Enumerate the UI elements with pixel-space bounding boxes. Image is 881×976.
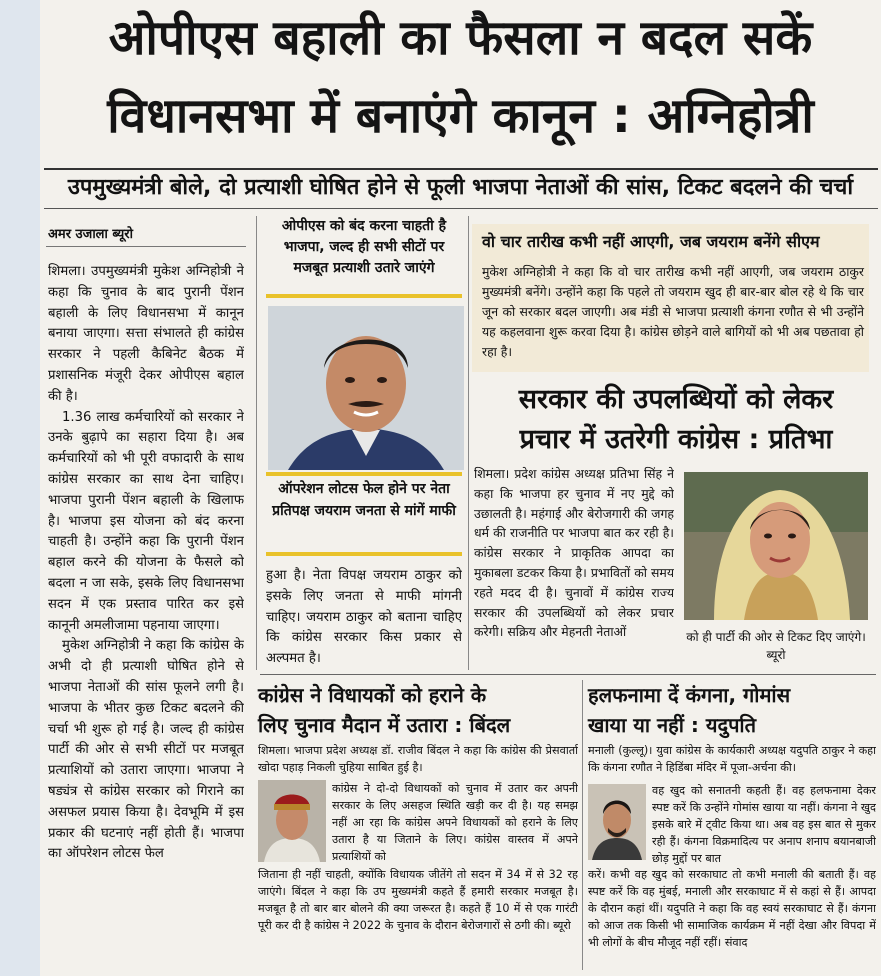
- byline-rule: [46, 246, 246, 247]
- pull-quote-top-bar: [266, 294, 462, 298]
- bindal-text-bottom: जिताना ही नहीं चाहती, क्योंकि विधायक जीतेंगे तो सदन में 34 में से 32 रह जाएंगे। बिंदल ने कहा कि उप मुख्यमंत्री कहते हैं हमारी सरकार मजबूत है। मजबूत है तो बार बार बोलने की क्या जरूरत है। कहते हैं 10 में से एक गारंटी पूरी कर दी है कांग्रेस ने 2022 के चुनाव के दौरान बेरोजगारों से ठगी की। ब्यूरो: [258, 868, 578, 932]
- agnihotri-photo: [268, 306, 464, 470]
- subheadline: उपमुख्यमंत्री बोले, दो प्रत्याशी घोषित होने से फूली भाजपा नेताओं की सांस, टिकट बदलने की चर्चा: [67, 175, 854, 200]
- lower-section-rule: [260, 674, 876, 675]
- main-paragraph-2: 1.36 लाख कर्मचारियों को सरकार ने उनके बुढ़ापे का सहारा दिया है। अब कर्मचारियों को भी पूरी वफादारी के साथ कांग्रेस सरकार का साथ देना चाहिए। भाजपा पुरानी पेंशन बहाली के खिलाफ है। भाजपा इस योजना को बंद करना चाहती है। उन्होंने कहा कि पुरानी पेंशन बहाल करने की योजना के फैसले को बदला न जा सके, इसके लिए विधानसभा सदन में एक प्रस्ताव पारित कर इसे कानूनी अमलीजामा पहनाया जाएगा।: [48, 409, 244, 633]
- headline-line-1: ओपीएस बहाली का फैसला न बदल सकें: [108, 10, 813, 66]
- pull-quote-bottom-bar: [266, 552, 462, 556]
- column-divider-1: [256, 216, 257, 670]
- bindal-headline-line-2: लिए चुनाव मैदान में उतारा : बिंदल: [258, 713, 511, 737]
- pratibha-headline-line-1: सरकार की उपलब्धियों को लेकर: [518, 384, 834, 415]
- kangana-text-side: वह खुद को सनातनी कहती हैं। वह हलफनामा देकर स्पष्ट करें कि उन्होंने गोमांस खाया या नहीं। कंगना ने खुद इसके बारे में ट्वीट किया था। अब वह इस बात से मुकर रही हैं। कंगना विक्रमादित्य पर अनाप शनाप बयानबाजी छोड़ मुद्दों पर बात: [652, 784, 876, 865]
- headline-divider: [44, 168, 878, 170]
- pratibha-photo: [684, 472, 868, 620]
- column-divider-3: [582, 680, 583, 970]
- pratibha-story-text: शिमला। प्रदेश कांग्रेस अध्यक्ष प्रतिभा सिंह ने कहा कि भाजपा हर चुनाव में नए मुद्दे को उछालती है। महंगाई और बेरोजगारी की जगह धर्म की राजनीति पर भाजपा बात कर रही है। कांग्रेस सरकार ने प्राकृतिक आपदा का मुकाबला डटकर किया है। प्रभावितों को समय रहते मदद दी है। चुनावों में कांग्रेस राज्य सरकार की उपलब्धियों को लेकर प्रचार करेगी। सक्रिय और मेहनती नेताओं: [474, 466, 674, 640]
- box-story-title: वो चार तारीख कभी नहीं आएगी, जब जयराम बनेंगे सीएम: [482, 232, 820, 251]
- bindal-headline-line-1: कांग्रेस ने विधायकों को हराने के: [258, 683, 487, 707]
- yadupati-photo: [588, 784, 646, 860]
- bindal-text-top: शिमला। भाजपा प्रदेश अध्यक्ष डॉ. राजीव बिंदल ने कहा कि कांग्रेस की प्रेसवार्ता खोदा पहाड़ निकली चुहिया साबित हुई है।: [258, 744, 578, 774]
- main-story-body: [48, 262, 244, 974]
- bindal-photo: [258, 780, 326, 862]
- subheadline-divider: [44, 208, 878, 209]
- kangana-text-top: मनाली (कुल्लू)। युवा कांग्रेस के कार्यकारी अध्यक्ष यदुपति ठाकुर ने कहा कि कंगना रणौत ने हिडिंबा मंदिर में पूजा-अर्चना की।: [588, 744, 876, 774]
- main-paragraph-1: शिमला। उपमुख्यमंत्री मुकेश अग्निहोत्री ने कहा कि चुनाव के बाद पुरानी पेंशन बहाली के लिए विधानसभा में कानून बनाया जाएगा। सत्ता संभालते ही कांग्रेस सरकार ने पहली कैबिनेट बैठक में प्रशासनिक मंजूरी देकर ओपीएस बहाल की है।: [48, 264, 244, 404]
- pull-quote-top: ओपीएस को बंद करना चाहती है भाजपा, जल्द ही सभी सीटों पर मजबूत प्रत्याशी उतारे जाएंगे: [281, 218, 447, 276]
- pratibha-headline-line-2: प्रचार में उतरेगी कांग्रेस : प्रतिभा: [519, 424, 833, 455]
- pratibha-caption: को ही पार्टी की ओर से टिकट दिए जाएंगे। ब्यूरो: [686, 630, 866, 662]
- column-divider-2: [468, 216, 469, 670]
- headline-line-2: विधानसभा में बनाएंगे कानून : अग्निहोत्री: [107, 88, 814, 144]
- main-paragraph-3: मुकेश अग्निहोत्री ने कहा कि कांग्रेस के अभी दो ही प्रत्याशी घोषित होने से भाजपा नेताओं की सांस फूलने लगी है। भाजपा के भीतर कुछ टिकट बदलने की चर्चा भी शुरू हो गई है। जल्द ही कांग्रेस पार्टी की ओर से सभी सीटों पर मजबूत प्रत्याशियों को उतारा जाएगा। भाजपा ने षड्यंत्र से कांग्रेस सरकार को गिराने का असफल प्रयास किया है। देवभूमि में इस प्रकार की घटनाएं नहीं होती हैं। भाजपा का ऑपरेशन लोटस फेल: [48, 638, 244, 862]
- kangana-headline-line-2: खाया या नहीं : यदुपति: [588, 713, 757, 737]
- kangana-text-bottom: करें। कभी वह खुद को सरकाघाट तो कभी मनाली की बताती हैं। वह स्पष्ट करें कि वह मुंबई, मनाली और सरकाघाट में से कहां से हैं। आपदा के दौरान कहां थीं। यदुपति ने कहा कि वह स्वयं सरकाघाट से हैं। कंगना को आज तक किसी भी सामाजिक कार्यक्रम में नहीं देखा और विपदा में भी लोगों के बीच मौजूद नहीं रहीं। संवाद: [588, 868, 876, 949]
- bindal-text-side: कांग्रेस ने दो-दो विधायकों को चुनाव में उतार कर अपनी सरकार के लिए असहज स्थिति खड़ी कर दी है। यह समझ नहीं आ रहा कि कांग्रेस अपने विधायकों को हराने के लिए उतारा है या जिताने के लिए। कांग्रेस वास्तव में अपने प्रत्याशियों को: [332, 782, 578, 863]
- box-story-text: मुकेश अग्निहोत्री ने कहा कि वो चार तारीख कभी नहीं आएगी, जब जयराम ठाकुर मुख्यमंत्री बनेंगे। उन्होंने कहा कि पहले तो जयराम खुद ही बार-बार बोल रहे थे कि चार जून को सरकार बदल जाएगी। अब मंडी से भाजपा प्रत्याशी कंगना रणौत से भी उन्होंने यह कहलवाना शुरू करवा दिया है। कांग्रेस छोड़ने वाले बागियों को भी अब पछतावा हो रहा है।: [482, 264, 864, 359]
- left-margin-strip: [0, 0, 40, 976]
- byline: अमर उजाला ब्यूरो: [48, 227, 133, 242]
- kangana-headline-line-1: हलफनामा दें कंगना, गोमांस: [588, 683, 791, 707]
- pull-quote-bottom-topbar: [266, 472, 462, 476]
- pull-quote-bottom: ऑपरेशन लोटस फेल होने पर नेता प्रतिपक्ष जयराम जनता से मांगें माफी: [272, 481, 456, 519]
- main-story-continuation: हुआ है। नेता विपक्ष जयराम ठाकुर को इसके लिए जनता से माफी मांगनी चाहिए। जयराम ठाकुर को बताना चाहिए कि कांग्रेस सरकार किस प्रकार से अल्पमत है।: [266, 568, 462, 667]
